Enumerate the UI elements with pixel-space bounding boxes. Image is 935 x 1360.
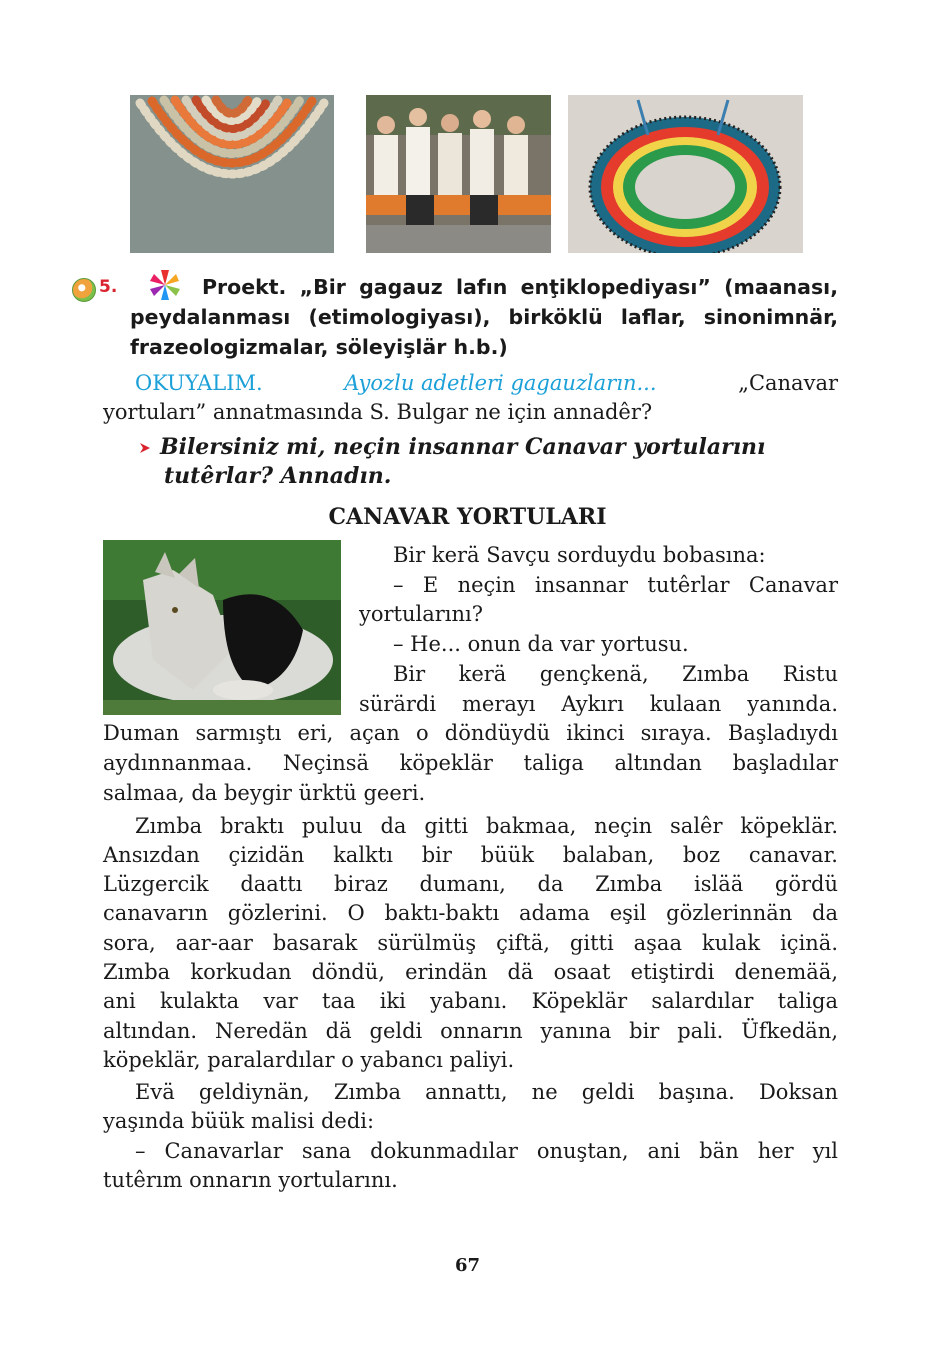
story-line: – E neçin insannar tutêrlar Canavar bbox=[393, 573, 838, 597]
task-text-body: Proekt. „Bir gagauz lafın enţiklopediyası” (maanası, peydalanması (etimologiyası), birköklü laflar, sinonimnär, frazeologizmalar, söleyişlär h.b.) bbox=[130, 275, 838, 359]
intro-line-1 bbox=[135, 368, 838, 398]
story-line: ani kulakta var taa iki yabanı. Köpeklär salardılar taliga bbox=[103, 989, 838, 1013]
story-line: Duman sarmıştı eri, açan o döndüydü ikinci sıraya. Başladıydı bbox=[103, 721, 838, 745]
story-line: – He... onun da var yortusu. bbox=[393, 632, 689, 656]
question-line-1: Bilersiniz mi, neçin insannar Canavar yortularını bbox=[160, 434, 766, 460]
story-line: Zımba korkudan döndü, erindän dä osaat etiştirdi denemää, bbox=[103, 960, 838, 984]
story-line: canavarın gözlerini. O baktı-baktı adama eşil gözlerinnän da bbox=[103, 901, 838, 925]
story-line: aydınnanmaa. Neçinsä köpeklär taliga altından başladılar bbox=[103, 751, 838, 775]
story-line: Evä geldiynän, Zımba annattı, ne geldi başına. Doksan bbox=[135, 1080, 838, 1104]
story-line: Bir kerä gençkenä, Zımba Ristu bbox=[393, 662, 838, 686]
story-line: Bir kerä Savçu sorduydu bobasına: bbox=[393, 543, 766, 567]
task-text bbox=[130, 272, 838, 362]
intro-line-1-rest: „Canavar bbox=[738, 371, 838, 395]
reading-label: OKUYALIM. bbox=[135, 371, 263, 395]
story-line: Zımba braktı puluu da gitti bakmaa, neçin salêr köpeklär. bbox=[135, 814, 838, 838]
task-number: 5. bbox=[99, 277, 118, 297]
story-line: yaşında büük malisi dedi: bbox=[103, 1109, 375, 1133]
story-line: tutêrım onnarın yortularını. bbox=[103, 1168, 398, 1192]
story-line: altından. Neredän dä geldi onnarın yanına bir pali. Üfkedän, bbox=[103, 1019, 838, 1043]
folk-dancers-photo bbox=[366, 95, 551, 253]
wolf-photo bbox=[103, 540, 341, 715]
beaded-collar-photo bbox=[568, 95, 803, 253]
story-line: köpeklär, paralardılar o yabancı paliyi. bbox=[103, 1048, 515, 1072]
story-line: – Canavarlar sana dokunmadılar onuştan, ani bän her yıl bbox=[135, 1139, 838, 1163]
story-line: sora, aar-aar basarak sürülmüş çiftä, gitti aşaa kulak içinä. bbox=[103, 931, 838, 955]
beads-necklaces-photo bbox=[130, 95, 334, 253]
story-line: Lüzgercik daattı biraz dumanı, da Zımba islää gördü bbox=[103, 872, 838, 896]
question-line-2: tutêrlar? Annadın. bbox=[164, 463, 392, 489]
task-bullet-icon bbox=[72, 278, 96, 302]
story-line: yortularını? bbox=[359, 602, 484, 626]
story-title: CANAVAR YORTULARI bbox=[328, 504, 607, 530]
intro-line-2: yortuları” annatmasında S. Bulgar ne için annadêr? bbox=[103, 400, 653, 424]
story-line: sürärdi merayı Aykırı kulaan yanında. bbox=[359, 692, 838, 716]
arrow-bullet-icon bbox=[138, 440, 152, 454]
story-line: Ansızdan çizidän kalktı bir büük balaban, boz canavar. bbox=[103, 843, 838, 867]
story-line: salmaa, da beygir ürktü geeri. bbox=[103, 781, 426, 805]
reading-italic-title: Ayozlu adetleri gagauzların... bbox=[344, 371, 657, 395]
page-number: 67 bbox=[454, 1255, 481, 1276]
